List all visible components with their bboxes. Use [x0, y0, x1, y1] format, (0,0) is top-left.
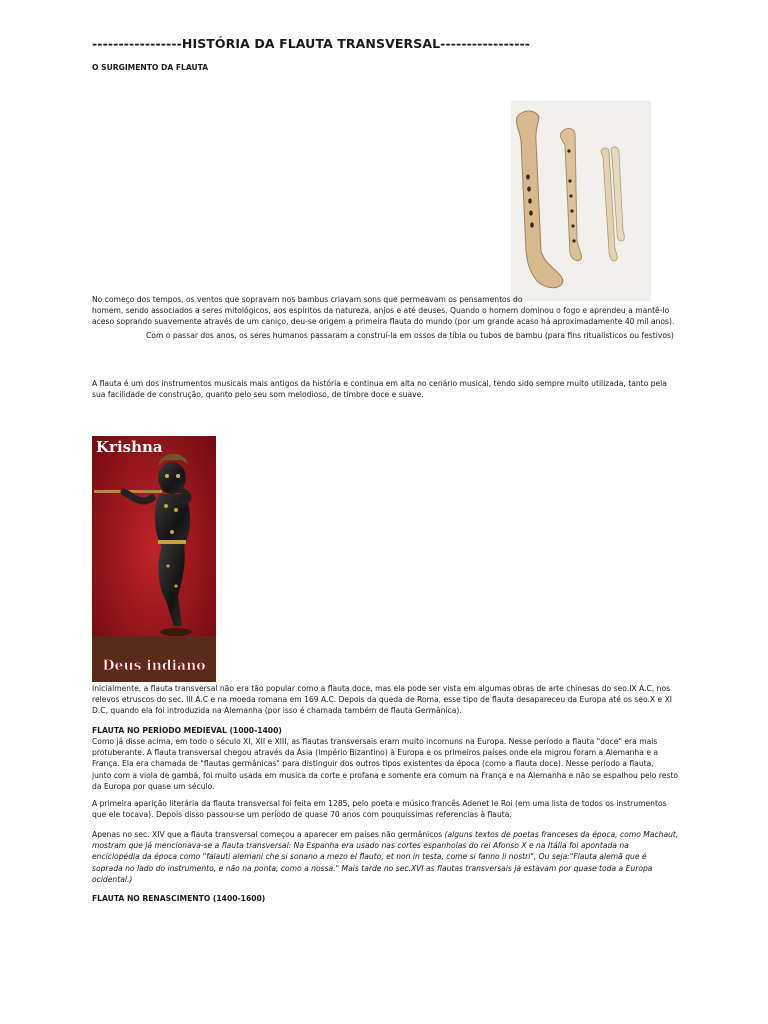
krishna-image [92, 436, 216, 682]
paragraph-line: junto com a viola de gambá, foi muito usada em musica da corte e profana e somente era comum na França e na Alemanha e não se espalhou pelo resto [92, 770, 679, 780]
paragraph-line: França. Ela era chamada de "flautas germânicas" para distinguir dos outros tipos existentes da época (como a flauta doce). Nesse período a flauta, [92, 759, 654, 769]
paragraph-line [92, 829, 679, 840]
paragraph-line: Inicialmente, a flauta transversal não era tão popular como a flauta doce, mas ela pode ser vista em algumas obras de arte chinesas do seo.IX A.C, nos [92, 684, 671, 693]
paragraph-origin [92, 294, 675, 328]
paragraph-line: da Europa por quase um século. [92, 781, 215, 791]
paragraph-first-appearance [92, 798, 672, 820]
paragraph-line: No começo dos tempos, os ventos que sopravam nos bambus criavam sons que permeavam os pensamentos do [92, 295, 523, 304]
paragraph-line: sua facilidade de construção, quanto pelo seu som melodioso, de timbre doce e suave. [92, 390, 424, 400]
bone-flutes-image [511, 101, 651, 301]
italic-line: soprada no lado do instrumento, e não na ponta, como a nossa." Mais tarde no sec.XVI as flautas transversais já estavam por quase toda a Europa [92, 863, 653, 873]
section-heading-medieval: FLAUTA NO PERÍODO MEDIEVAL (1000-1400) [92, 726, 282, 735]
italic-line: enciclopédia da época como "falauti alemani che si sonano a mezo el flauto, et non in testa, come si fanno li nostri", Ou seja:"Flauta alemã que é [92, 852, 647, 862]
paragraph-line: relevos etruscos do sec. III A.C e na moeda romana em 169 A.C. Depois da queda de Roma, esse tipo de flauta desapareceu da Europa até os seo.X e XI [92, 695, 673, 705]
paragraph-line: que ele tocava). Depois disso passou-se um período de quase 70 anos com pouquíssimas referencias à flauta. [92, 810, 512, 820]
paragraph-line: A flauta é um dos instrumentos musicais mais antigos da história e continua em alta no cenário musical, tendo sido sempre muito utilizada, tanto pela [92, 379, 667, 388]
paragraph-line: A primeira aparição literária da flauta transversal foi feita em 1285, pelo poeta e músico francês Adenet le Roi (em uma lista de todos os instrumentos [92, 799, 667, 808]
paragraph-line: protuberante. A flauta transversal chegou através da Ásia (Império Bizantino) à Europa e os primeiros países onde ela migrou foram a Alemanha e a [92, 748, 659, 758]
paragraph-initially [92, 683, 672, 717]
paragraph-bones [146, 330, 726, 341]
paragraph-text: Apenas no sec. XIV que a flauta transversal começou a aparecer em países não germânicos [92, 830, 445, 839]
italic-line: mostram que já mencionava-se a flauta transversal: Na Espanha era usado nas cortes espanholas do rei Afonso X e na Itália foi apontada na [92, 841, 629, 851]
section-heading-origin: O SURGIMENTO DA FLAUTA [92, 63, 209, 72]
paragraph-fourteenth-century [92, 829, 679, 885]
paragraph-line: aceso soprando suavemente através de um caniço, deu-se origem a primeira flauta do mundo (por um grande acaso há aproximadamente 40 mil anos). [92, 317, 675, 327]
paragraph-line: homem, sendo associados a seres mitológicos, aos espíritos da natureza, anjos e até deuses. Quando o homem dominou o fogo e aprendeu a mantê-lo [92, 306, 670, 316]
paragraph-line: Como já disse acima, em todo o século XI, XII e XIII, as flautas transversais eram muito incomuns na Europa. Nesse período a flauta "doce" era mais [92, 737, 658, 746]
paragraph-ancient-instrument [92, 378, 672, 400]
section-heading-renaissance: FLAUTA NO RENASCIMENTO (1400-1600) [92, 894, 266, 903]
krishna-bottom-text: Deus indiano [102, 658, 206, 674]
paragraph-medieval [92, 736, 679, 792]
paragraph-line: D.C, quando ela foi introduzida na Alemanha (por isso é chamada também de flauta Germânica). [92, 706, 462, 716]
italic-text: (alguns textos de poetas franceses da época, como Machaut, [444, 830, 679, 839]
page-title: -----------------HISTÓRIA DA FLAUTA TRANSVERSAL----------------- [92, 36, 531, 51]
italic-line: ocidental.) [92, 874, 133, 884]
krishna-top-text: Krishna [96, 438, 163, 456]
paragraph-line: Com o passar dos anos, os seres humanos passaram a construí-la em ossos da tíbia ou tubos de bambu (para fins ritualísticos ou festivos) [146, 331, 674, 340]
